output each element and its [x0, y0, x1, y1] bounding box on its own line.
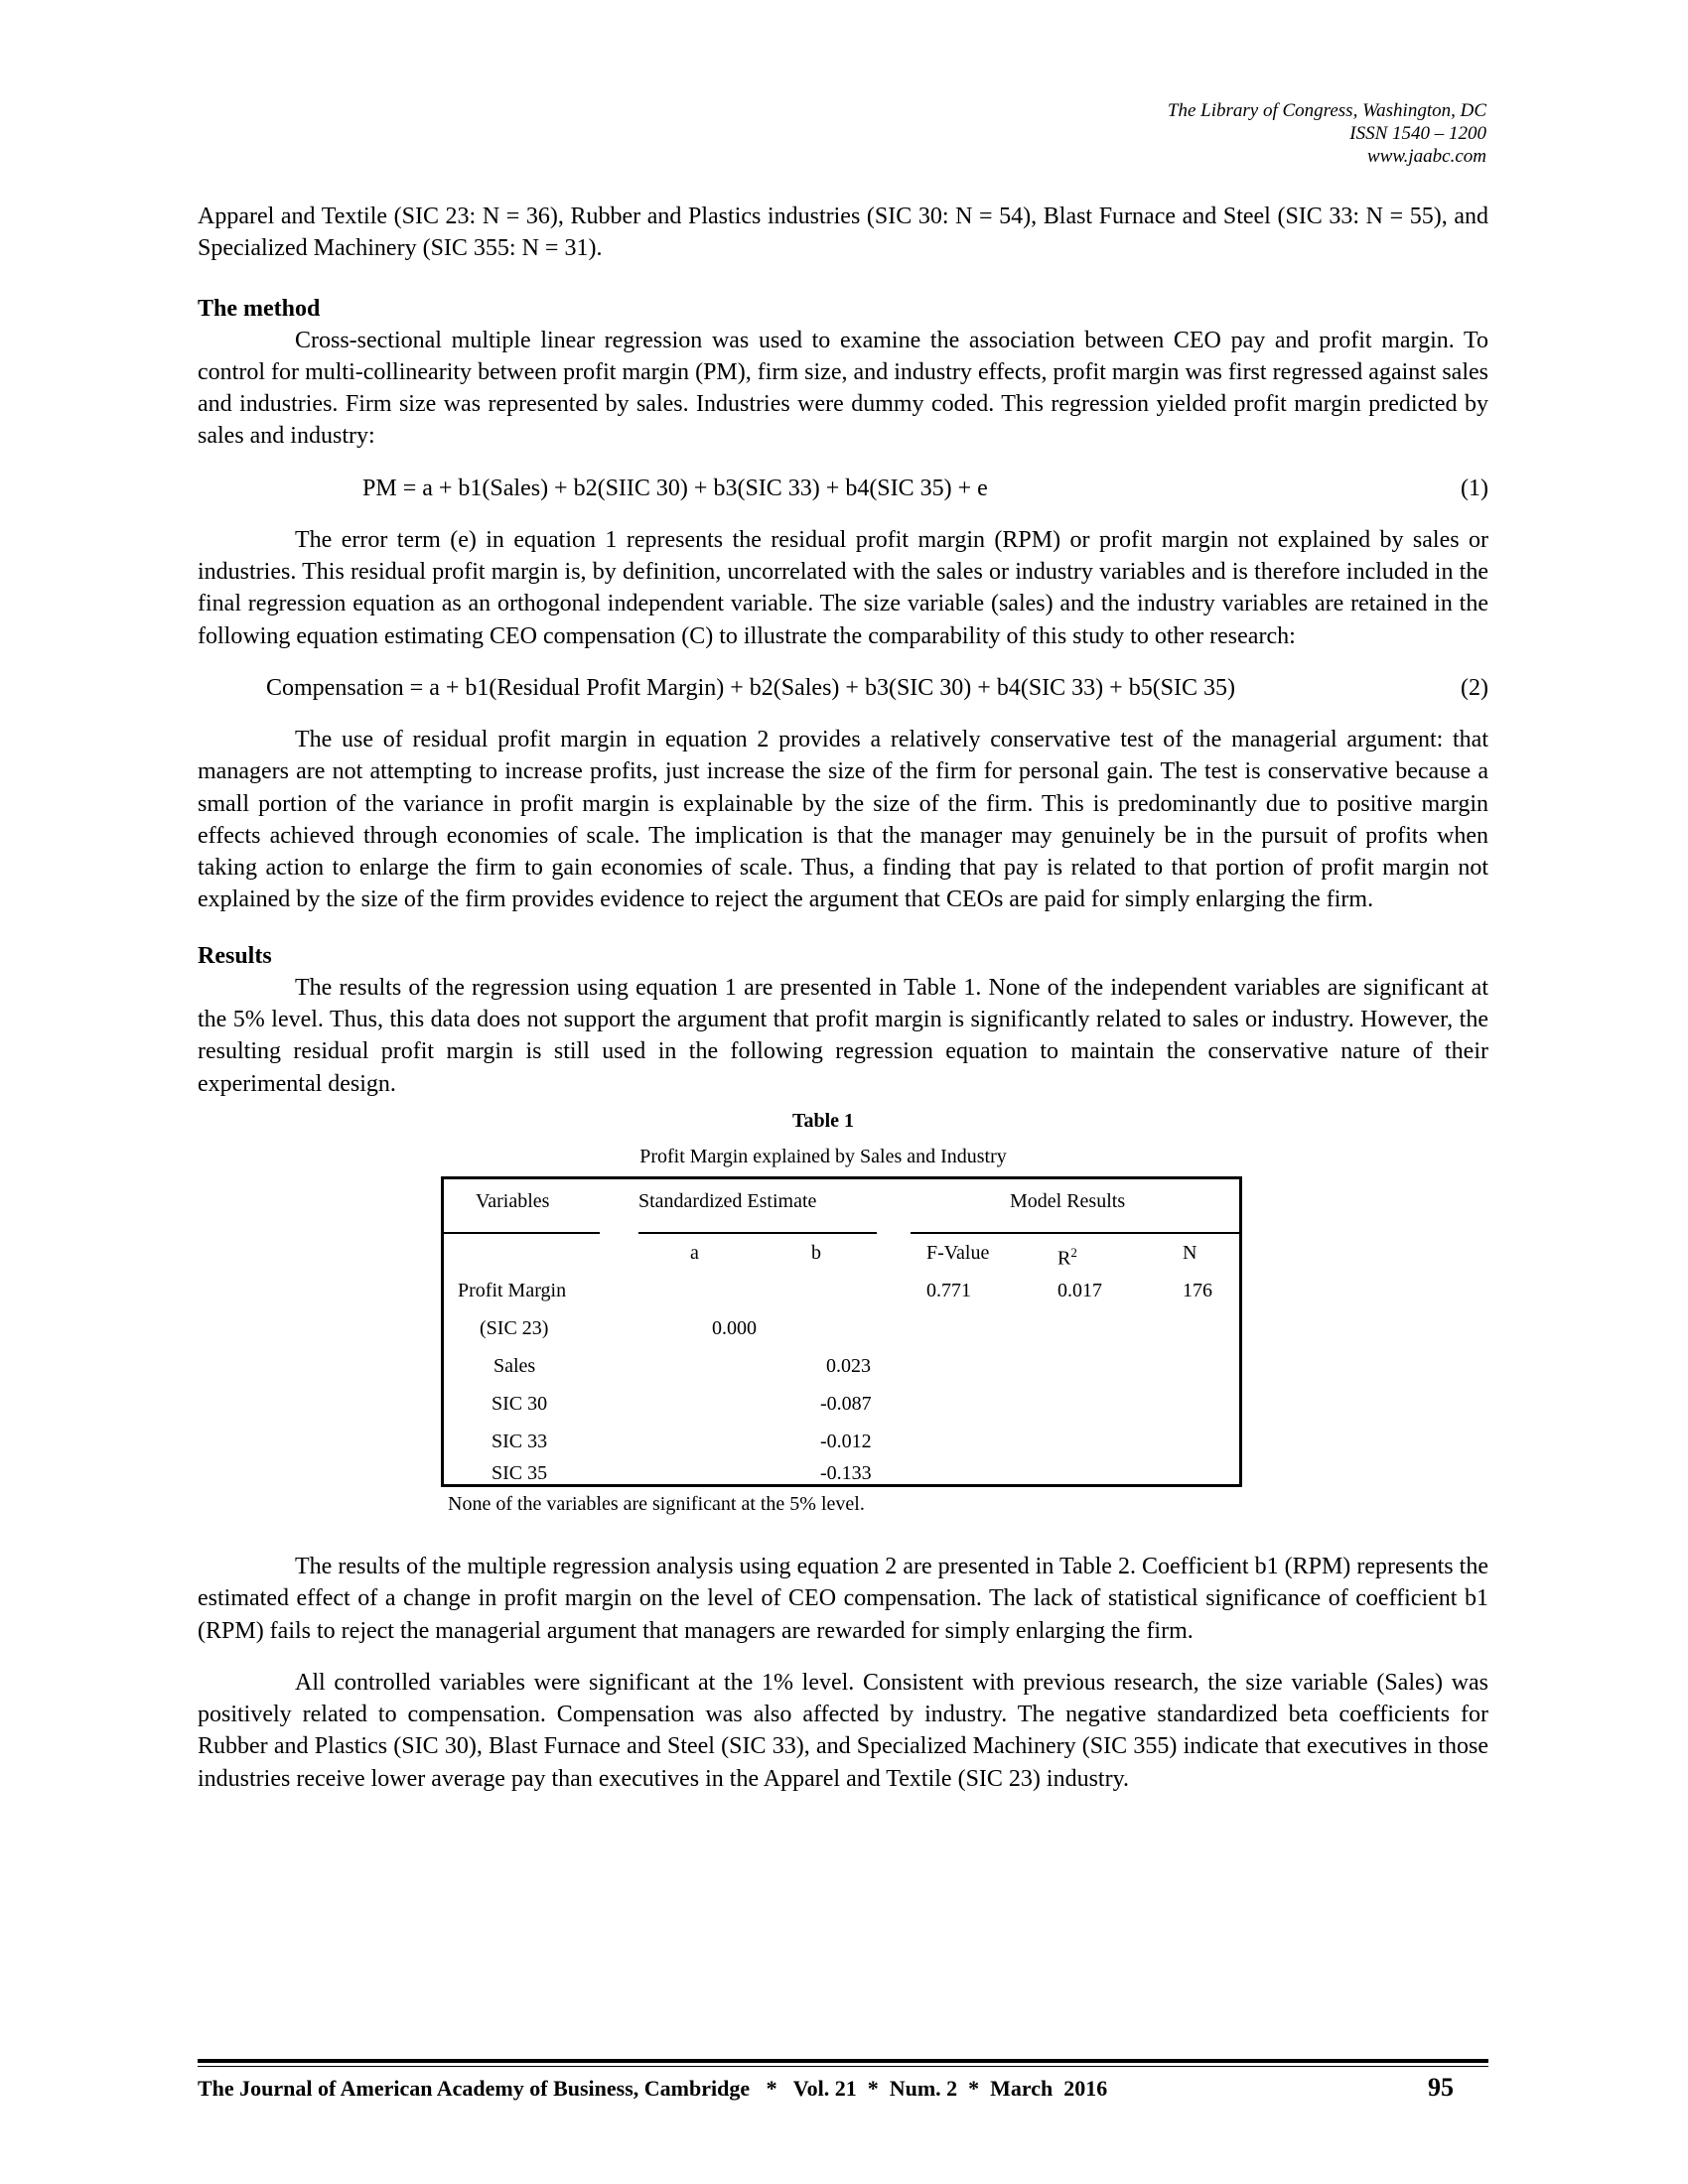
- table-frame: [441, 1176, 1242, 1487]
- cell-b: -0.087: [820, 1392, 872, 1415]
- footer-rule-thick: [198, 2059, 1488, 2063]
- column-r-squared: $R^2$: [1057, 1244, 1077, 1270]
- page-body: [198, 201, 1488, 1795]
- results-paragraph-2: The results of the multiple regression analysis using equation 2 are presented in Table 2. Coefficient b1 (RPM) represents the estimated effect of a change in profit margin on the level of CEO compensation. The lack of statistical significance of coefficient b1 (RPM) fails to reject the managerial argument that managers are rewarded for simply enlarging the firm.: [198, 1553, 1488, 1644]
- column-b: b: [811, 1241, 821, 1264]
- equation-2-number: (2): [1461, 674, 1488, 701]
- header-variables: Variables: [476, 1189, 550, 1212]
- table-1: [198, 1100, 1488, 1537]
- method-paragraph-3: The use of residual profit margin in equation 2 provides a relatively conservative test of the managerial argument: that managers are not attempting to increase profits, just increase the size of the firm for personal gain. The test is conservative because a small portion of the variance in profit margin is explainable by the size of the firm. This is predominantly due to positive margin effects achieved through economies of scale. The implication is that the manager may genuinely be in the pursuit of profits when taking action to enlarge the firm to gain economies of scale. Thus, a finding that pay is related to that portion of profit margin not explained by the size of the firm provides evidence to reject the argument that CEOs are paid for simply enlarging the firm.: [198, 726, 1488, 913]
- results-paragraph-3: All controlled variables were significant at the 1% level. Consistent with previous research, the size variable (Sales) was positively related to compensation. Compensation was also affected by industry. The negative standardized beta coefficients for Rubber and Plastics (SIC 30), Blast Furnace and Steel (SIC 33), and Specialized Machinery (SIC 355) indicate that executives in those industries receive lower average pay than executives in the Apparel and Textile (SIC 23) industry.: [198, 1669, 1488, 1792]
- header-rule-variables: [444, 1232, 600, 1234]
- footer-journal-citation: The Journal of American Academy of Business, Cambridge * Vol. 21 * Num. 2 * March 2016: [198, 2076, 1108, 2101]
- column-n: N: [1183, 1241, 1197, 1264]
- results-heading: Results: [198, 942, 272, 969]
- header-rule-model: [911, 1232, 1242, 1234]
- footer-rule-thin: [198, 2066, 1488, 2067]
- header-line-1: The Library of Congress, Washington, DC: [1167, 100, 1486, 121]
- cell-n: 176: [1183, 1279, 1212, 1301]
- header-model-results: Model Results: [1010, 1189, 1126, 1212]
- column-f-value: F-Value: [926, 1241, 990, 1264]
- header-line-2: ISSN 1540 – 1200: [1349, 123, 1486, 144]
- cell-r-squared: 0.017: [1057, 1279, 1102, 1301]
- row-label: Profit Margin: [458, 1279, 567, 1301]
- header-line-3: www.jaabc.com: [1367, 146, 1486, 167]
- header-standardized-estimate: Standardized Estimate: [638, 1189, 817, 1212]
- equation-1-formula: PM = a + b1(Sales) + b2(SIIC 30) + b3(SIC 33) + b4(SIC 35) + e: [362, 475, 988, 501]
- running-header: [1168, 99, 1486, 168]
- intro-paragraph: Apparel and Textile (SIC 23: N = 36), Rubber and Plastics industries (SIC 30: N = 54), Blast Furnace and Steel (SIC 33: N = 55), and Specialized Machinery (SIC 355: N = 31).: [198, 204, 1488, 262]
- table-title: Table 1: [791, 1109, 855, 1132]
- equation-1-number: (1): [1461, 475, 1488, 501]
- equation-1: [198, 473, 1488, 504]
- cell-b: -0.012: [820, 1430, 872, 1452]
- row-label: SIC 30: [492, 1392, 548, 1415]
- cell-b: 0.023: [826, 1354, 871, 1377]
- method-paragraph-2: The error term (e) in equation 1 represents the residual profit margin (RPM) or profit margin not explained by sales or industries. This residual profit margin is, by definition, uncorrelated with the sales or industry variables and is therefore included in the final regression equation as an orthogonal independent variable. The size variable (sales) and the industry variables are retained in the following equation estimating CEO compensation (C) to illustrate the comparability of this study to other research:: [198, 526, 1488, 649]
- cell-a: 0.000: [712, 1316, 757, 1339]
- table-note: None of the variables are significant at the 5% level.: [448, 1492, 865, 1515]
- method-paragraph-1: Cross-sectional multiple linear regression was used to examine the association between CEO pay and profit margin. To control for multi-collinearity between profit margin (PM), firm size, and industry effects, profit margin was first regressed against sales and industries. Firm size was represented by sales. Industries were dummy coded. This regression yielded profit margin predicted by sales and industry:: [198, 327, 1488, 450]
- results-paragraph-1: The results of the regression using equation 1 are presented in Table 1. None of the independent variables are significant at the 5% level. Thus, this data does not support the argument that profit margin is significantly related to sales or industry. However, the resulting residual profit margin is still used in the following regression equation to maintain the conservative nature of their experimental design.: [198, 974, 1488, 1097]
- row-label: (SIC 23): [480, 1316, 549, 1339]
- cell-f-value: 0.771: [926, 1279, 971, 1301]
- table-subtitle: Profit Margin explained by Sales and Industry: [639, 1145, 1007, 1167]
- equation-2: [198, 672, 1488, 704]
- method-heading: The method: [198, 295, 321, 322]
- row-label: SIC 35: [492, 1461, 548, 1484]
- header-rule-estimate: [638, 1232, 877, 1234]
- column-a: a: [690, 1241, 699, 1264]
- row-label: SIC 33: [492, 1430, 548, 1452]
- page-number: 95: [1428, 2073, 1454, 2102]
- cell-b: -0.133: [820, 1461, 872, 1484]
- row-label: Sales: [493, 1354, 536, 1377]
- equation-2-formula: Compensation = a + b1(Residual Profit Margin) + b2(Sales) + b3(SIC 30) + b4(SIC 33) + b5(SIC 35): [266, 674, 1236, 701]
